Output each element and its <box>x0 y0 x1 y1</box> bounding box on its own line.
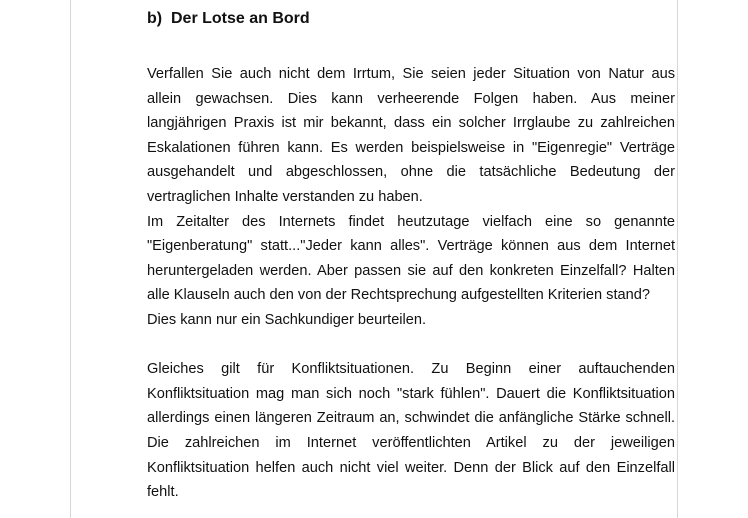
text-line: fehlt. <box>147 484 179 501</box>
text-line: Verfallen Sie auch nicht dem Irrtum, Sie seien jeder Situation von Natur aus <box>147 66 675 82</box>
text-line: allein gewachsen. Dies kann verheerende Folgen haben. Aus meiner <box>147 90 675 107</box>
text-line: Gleiches gilt für Konfliktsituationen. Zu Beginn einer auftauchenden <box>147 361 675 378</box>
text-line: Dies kann nur ein Sachkundiger beurteilen. <box>147 311 427 328</box>
text-line: ausgehandelt und abgeschlossen, ohne die tatsächliche Bedeutung der <box>147 164 675 181</box>
text-line: vertraglichen Inhalte verstanden zu haben. <box>147 188 423 205</box>
body-text <box>147 62 675 505</box>
text-line: heruntergeladen werden. Aber passen sie auf den konkreten Einzelfall? Halten <box>147 262 675 279</box>
text-line: alle Klauseln auch den von der Rechtsprechung aufgestellten Kriterien stand? <box>147 287 650 304</box>
text-line: Im Zeitalter des Internets findet heutzutage vielfach eine so genannte <box>147 213 675 230</box>
text-line: allerdings einen längeren Zeitraum an, schwindet die anfängliche Stärke schnell. <box>147 410 675 427</box>
section-heading: b) Der Lotse an Bord <box>147 10 310 27</box>
text-line: "Eigenberatung" statt..."Jeder kann alles". Verträge können aus dem Internet <box>147 238 675 255</box>
text-line: Die zahlreichen im Internet veröffentlichten Artikel zu der jeweiligen <box>147 434 675 451</box>
paragraph-spacer <box>147 333 675 358</box>
text-line: Konfliktsituation mag man sich noch "stark fühlen". Dauert die Konfliktsituation <box>147 385 675 402</box>
text-line: langjährigen Praxis ist mir bekannt, dass ein solcher Irrglaube zu zahlreichen <box>147 115 675 132</box>
text-line: Konfliktsituation helfen auch nicht viel weiter. Denn der Blick auf den Einzelfall <box>147 459 675 476</box>
left-margin-line <box>70 0 71 518</box>
text-line: Eskalationen führen kann. Es werden beispielsweise in "Eigenregie" Verträge <box>147 139 675 156</box>
right-margin-line <box>677 0 678 518</box>
